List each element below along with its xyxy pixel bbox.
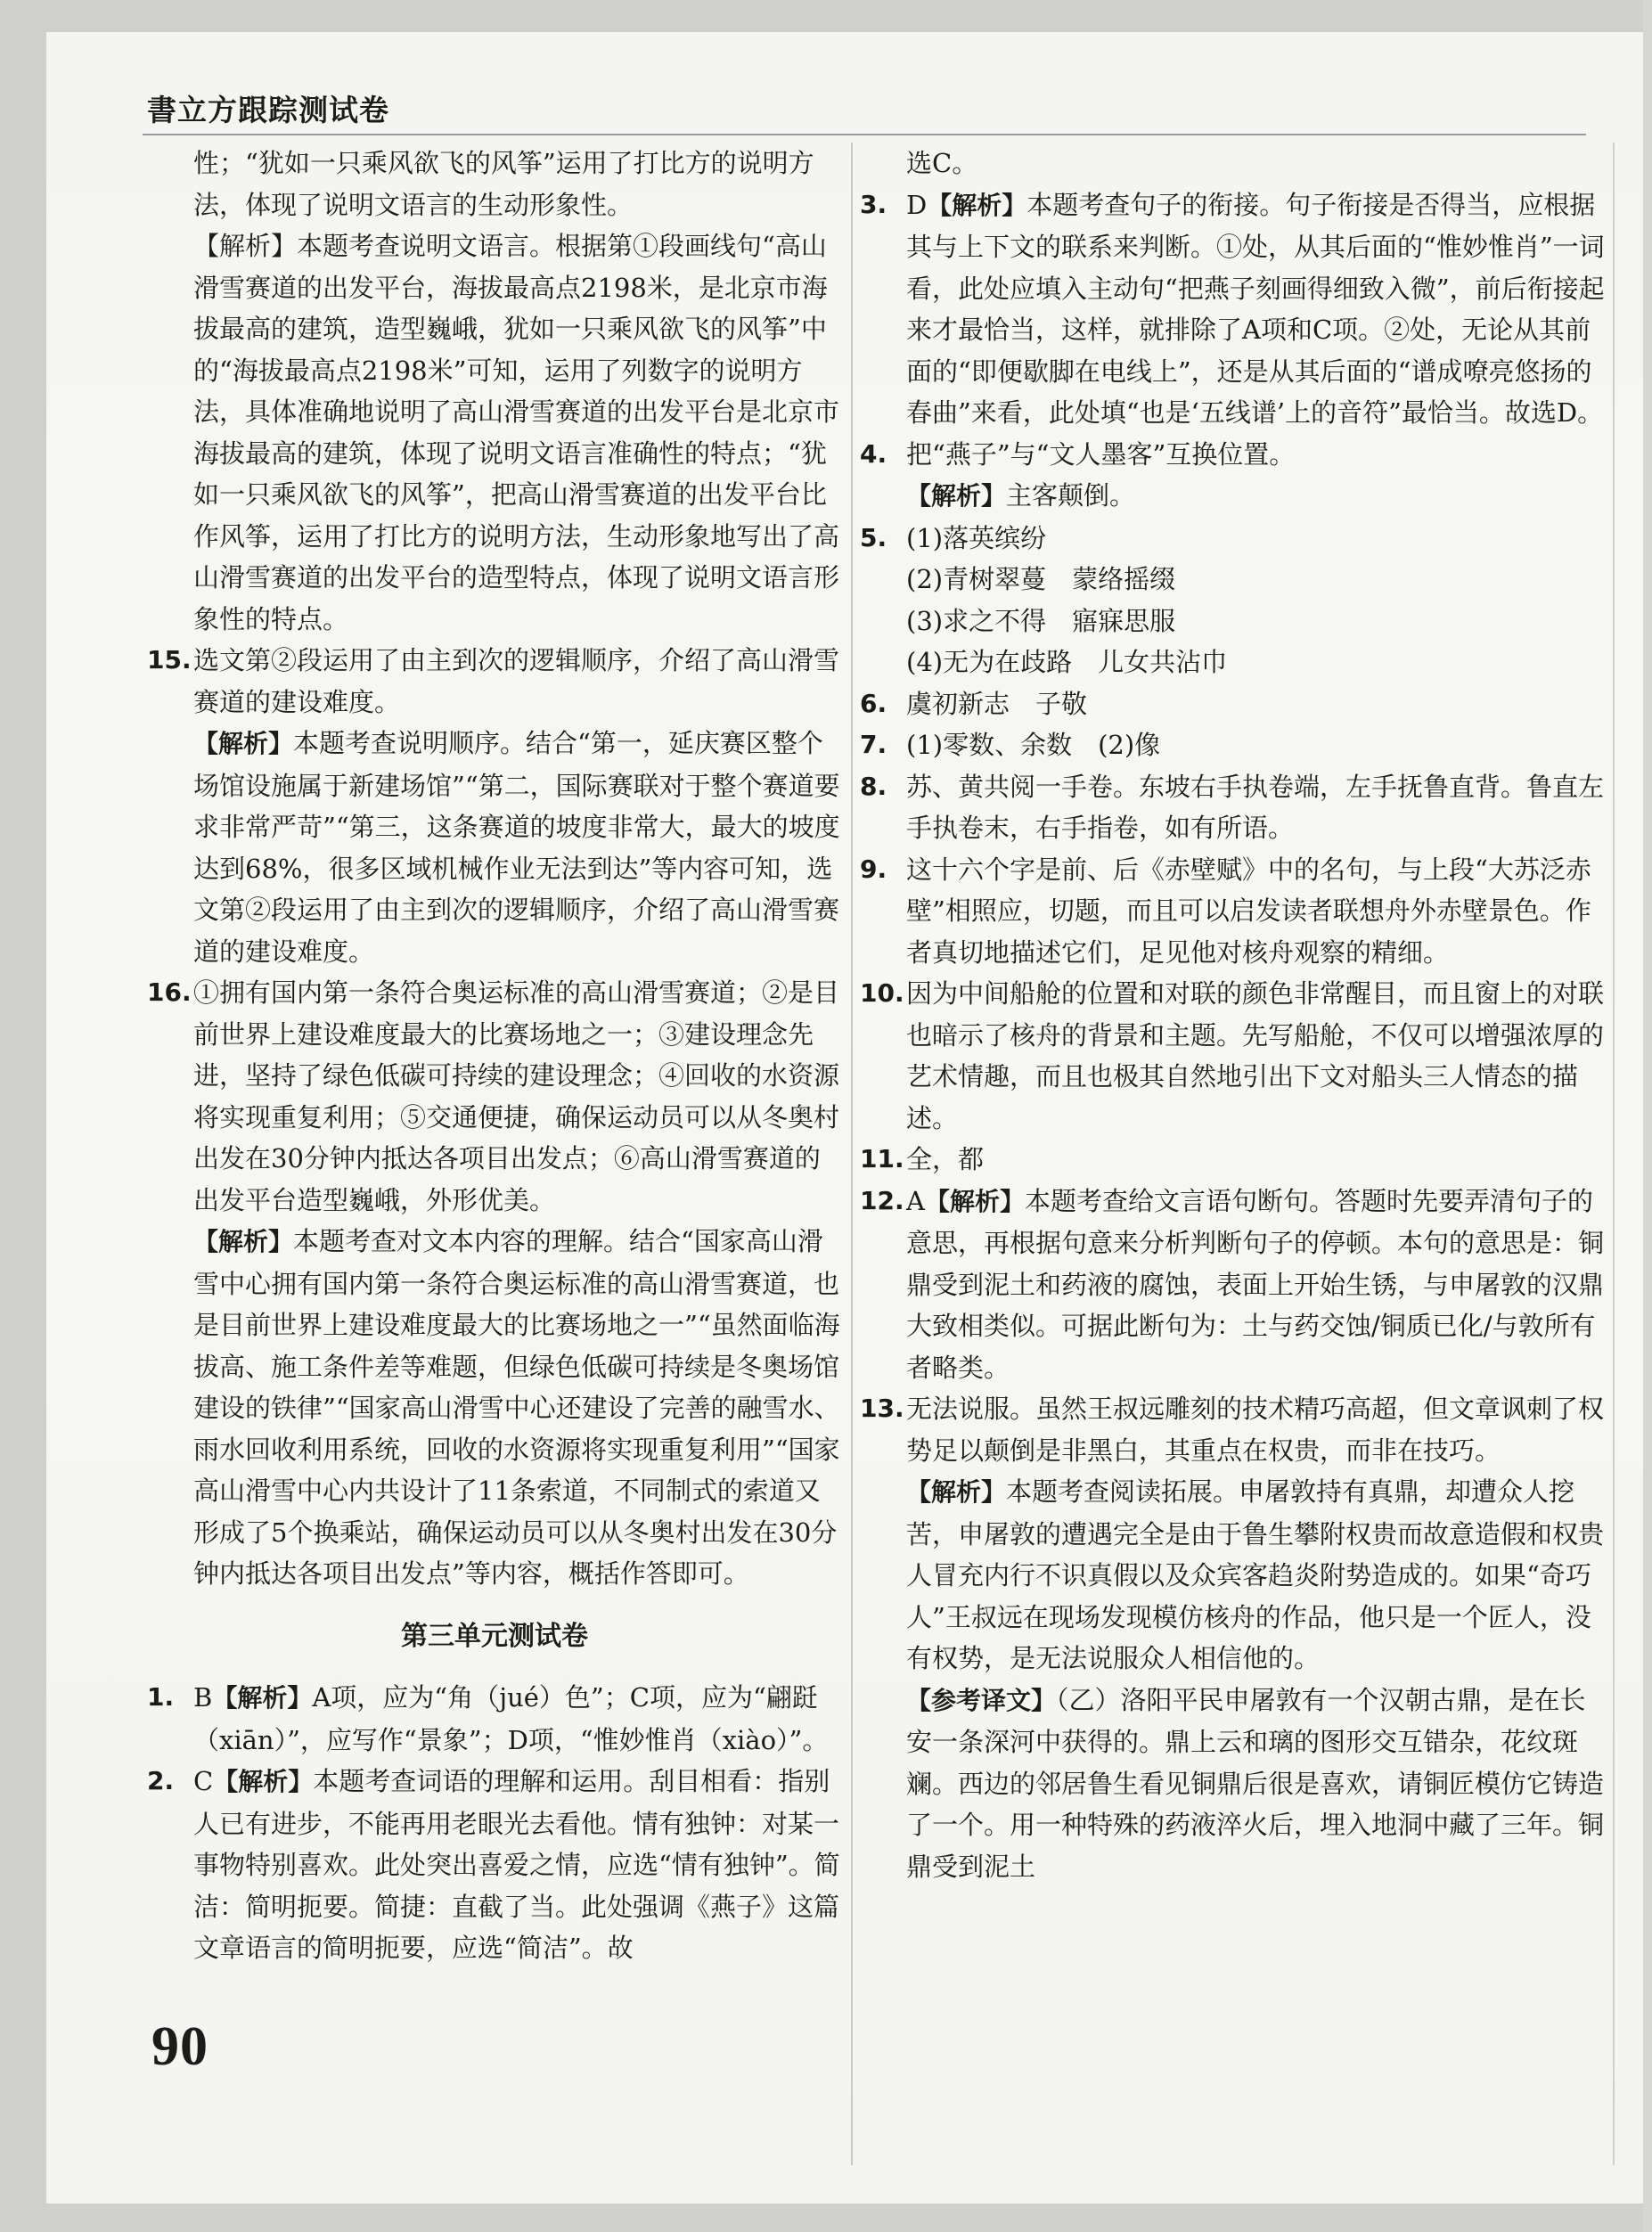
analysis-paragraph (906, 184, 1608, 434)
scan-border-right (1643, 0, 1652, 2232)
item-number: 10. (860, 978, 904, 1008)
answer-letter: C (193, 1766, 214, 1796)
analysis-paragraph (193, 723, 842, 972)
item-number: 8. (860, 771, 887, 801)
item-number: 7. (860, 730, 887, 759)
unit-item-9 (860, 849, 1608, 974)
section-title: 第三单元测试卷 (401, 1620, 588, 1652)
answer-letter: D (906, 189, 928, 220)
analysis-text: 本题考查阅读拓展。申屠敦持有真鼎，却遭众人挖苦，申屠敦的遭遇完全是由于鲁生攀附权贵而故意造假和权贵人冒充内行不识真假以及众宾客趋炎附势造成的。如果“奇巧人”王叔远在现场发现模仿核舟的作品，他只是一个匠人，没有权势，是无法说服众人相信他的。 (906, 1476, 1605, 1673)
unit-item-5 (860, 518, 1608, 683)
answer-text: 全，都 (906, 1144, 985, 1174)
answer-line: (3)求之不得 寤寐思服 (906, 605, 1176, 636)
analysis-text: 本题考查说明顺序。结合“第一，延庆赛区整个场馆设施属于新建场馆”“第二，国际赛联对于整个赛道要求非常严苛”“第三，这条赛道的坡度非常大，最大的坡度达到68%，很多区域机械作业无法到达”等内容可知，选文第②段运用了由主到次的逻辑顺序，介绍了高山滑雪赛道的建设难度。 (193, 728, 840, 967)
left-column (147, 143, 842, 1969)
item-number: 16. (147, 977, 192, 1007)
unit-item-8 (860, 766, 1608, 849)
item-number: 2. (147, 1766, 175, 1795)
analysis-text: 本题考查句子的衔接。句子衔接是否得当，应根据其与上下文的联系来判断。①处，从其后面的“惟妙惟肖”一词看，此处应填入主动句“把燕子刻画得细致入微”，前后衔接起来才最恰当，这样，就排除了A项和C项。②处，无论从其前面的“即便歇脚在电线上”，还是从其后面的“谱成嘹亮悠扬的春曲”来看，此处填“也是‘五线谱’上的音符”最恰当。故选D。 (906, 189, 1605, 428)
answer-text: 选文第②段运用了由主到次的逻辑顺序，介绍了高山滑雪赛道的建设难度。 (193, 645, 840, 717)
analysis-text: 本题考查给文言语句断句。答题时先要弄清句子的意思，再根据句意来分析判断句子的停顿。本句的意思是：铜鼎受到泥土和药液的腐蚀，表面上开始生锈，与申屠敦的汉鼎大致相类似。可据此断句为：土与药交蚀/铜质已化/与敦所有者略类。 (906, 1185, 1605, 1383)
answer-line: (2)青树翠蔓 蒙络摇缀 (906, 564, 1176, 594)
analysis-tag: 【解析】 (193, 1227, 294, 1256)
unit-item-10 (860, 973, 1608, 1139)
analysis-tag: 【解析】 (212, 1683, 313, 1713)
page-header-title: 書立方跟踪测试卷 (147, 93, 389, 127)
item-number: 15. (147, 645, 192, 675)
answer-item-16 (147, 972, 842, 1595)
answer-text: (1)零数、余数 (2)像 (906, 730, 1161, 760)
scan-border-top (0, 0, 1652, 32)
column-divider (851, 143, 853, 2165)
carry-text: 性；“犹如一只乘风欲飞的风筝”运用了打比方的说明方法，体现了说明文语言的生动形象性。 (193, 148, 814, 220)
item-number: 12. (860, 1185, 904, 1215)
analysis-tag: 【解析】 (927, 190, 1027, 220)
answer-letter: B (193, 1682, 213, 1713)
page-number: 90 (151, 2016, 209, 2077)
analysis-text: A项，应为“角（jué）色”；C项，应为“翩跹（xiān）”，应写作“景象”；D项，“惟妙惟肖（xiào）”。 (193, 1682, 829, 1755)
item-number: 3. (860, 189, 887, 219)
item-number: 13. (860, 1394, 904, 1423)
scan-border-left (0, 0, 46, 2232)
right-margin-rule (1613, 143, 1615, 2165)
unit-item-13 (860, 1388, 1608, 1680)
analysis-tag: 【解析】 (924, 1186, 1025, 1216)
header-divider (143, 134, 1586, 135)
analysis-paragraph (193, 1221, 842, 1595)
analysis-paragraph (906, 1181, 1608, 1389)
item-number: 5. (860, 522, 887, 552)
scan-border-bottom (0, 2203, 1652, 2232)
answer-text: 虞初新志 子敬 (906, 688, 1088, 719)
answer-line: (1)落英缤纷 (906, 522, 1047, 553)
answer-text: 把“燕子”与“文人墨客”互换位置。 (906, 438, 1296, 470)
analysis-paragraph (193, 1677, 842, 1761)
unit-item-12 (860, 1181, 1608, 1389)
analysis-tag: 【解析】 (193, 729, 294, 758)
analysis-paragraph (906, 475, 1608, 518)
unit-item-1 (147, 1677, 842, 1761)
translation-tag: 【参考译文】 (906, 1685, 1057, 1715)
analysis-tag: 【解析】 (213, 1767, 314, 1796)
unit-item-11 (860, 1139, 1608, 1181)
answer-text: 因为中间船舱的位置和对联的颜色非常醒目，而且窗上的对联也暗示了核舟的背景和主题。先写船舱，不仅可以增强浓厚的艺术情趣，而且也极其自然地引出下文对船头三人情态的描述。 (906, 978, 1605, 1133)
answer-item-15 (147, 640, 842, 972)
answer-letter: A (906, 1185, 925, 1216)
item-number: 1. (147, 1682, 175, 1712)
analysis-tag: 【解析】 (906, 1477, 1007, 1507)
item-number: 4. (860, 438, 887, 469)
item-number: 6. (860, 688, 887, 718)
translation-paragraph (860, 1680, 1608, 1888)
analysis-paragraph (906, 1471, 1608, 1680)
unit-item-2 (147, 1761, 842, 1969)
analysis-text: 本题考查对文本内容的理解。结合“国家高山滑雪中心拥有国内第一条符合奥运标准的高山滑雪赛道，也是目前世界上建设难度最大的比赛场地之一”“虽然面临海拔高、施工条件差等难题，但绿色低碳可持续是冬奥场馆建设的铁律”“国家高山滑雪中心还建设了完善的融雪水、雨水回收利用系统，回收的水资源将实现重复利用”“国家高山滑雪中心内共设计了11条索道，不同制式的索道又形成了5个换乘站，确保运动员可以从冬奥村出发在30分钟内抵达各项目出发点”等内容，概括作答即可。 (193, 1226, 840, 1589)
answer-line: (4)无为在歧路 儿女共沾巾 (906, 647, 1228, 677)
answer-text: 这十六个字是前、后《赤壁赋》中的名句，与上段“大苏泛赤壁”相照应，切题，而且可以启发读者联想舟外赤壁景色。作者真切地描述它们，足见他对核舟观察的精细。 (906, 854, 1591, 968)
unit-item-4 (860, 434, 1608, 518)
unit-item-7 (860, 724, 1608, 766)
item-number: 9. (860, 854, 887, 884)
right-column (860, 143, 1608, 1887)
unit-item-3 (860, 184, 1608, 434)
answer-text: 无法说服。虽然王叔远雕刻的技术精巧高超，但文章讽刺了权势足以颠倒是非黑白，其重点在权贵，而非在技巧。 (906, 1394, 1605, 1466)
unit-item-6 (860, 683, 1608, 725)
analysis-text: 主客颠倒。 (1006, 480, 1136, 511)
answer-text: 苏、黄共阅一手卷。东坡右手执卷端，左手抚鲁直背。鲁直左手执卷末，右手指卷，如有所语。 (906, 771, 1605, 843)
analysis-tag: 【解析】 (906, 481, 1007, 511)
translation-text: （乙）洛阳平民申屠敦有一个汉朝古鼎，是在长安一条深河中获得的。鼎上云和璃的图形交互错杂，花纹斑斓。西边的邻居鲁生看见铜鼎后很是喜欢，请铜匠模仿它铸造了一个。用一种特殊的药液淬火后，埋入地洞中藏了三年。铜鼎受到泥土 (906, 1684, 1605, 1882)
answer-text: ①拥有国内第一条符合奥运标准的高山滑雪赛道；②是目前世界上建设难度最大的比赛场地之一；③建设理念先进，坚持了绿色低碳可持续的建设理念；④回收的水资源将实现重复利用；⑤交通便捷，确保运动员可以从冬奥村出发在30分钟内抵达各项目出发点；⑥高山滑雪赛道的出发平台造型巍峨，外形优美。 (193, 977, 840, 1215)
carry-text: 选C。 (906, 148, 978, 178)
item-number: 11. (860, 1144, 904, 1173)
analysis-text: 本题考查词语的理解和运用。刮目相看：指别人已有进步，不能再用老眼光去看他。情有独钟：对某一事物特别喜欢。此处突出喜爱之情，应选“情有独钟”。简洁：简明扼要。简捷：直截了当。此处强调《燕子》这篇文章语言的简明扼要，应选“简洁”。故 (193, 1766, 840, 1963)
carry-analysis: 【解析】本题考查说明文语言。根据第①段画线句“高山滑雪赛道的出发平台，海拔最高点2198米，是北京市海拔最高的建筑，造型巍峨，犹如一只乘风欲飞的风筝”中的“海拔最高点2198米”可知，运用了列数字的说明方法，具体准确地说明了高山滑雪赛道的出发平台是北京市海拔最高的建筑，体现了说明文语言准确性的特点；“犹如一只乘风欲飞的风筝”，把高山滑雪赛道的出发平台比作风筝，运用了打比方的说明方法，生动形象地写出了高山滑雪赛道的出发平台的造型特点，体现了说明文语言形象性的特点。 (193, 231, 840, 634)
analysis-paragraph (193, 1761, 842, 1969)
